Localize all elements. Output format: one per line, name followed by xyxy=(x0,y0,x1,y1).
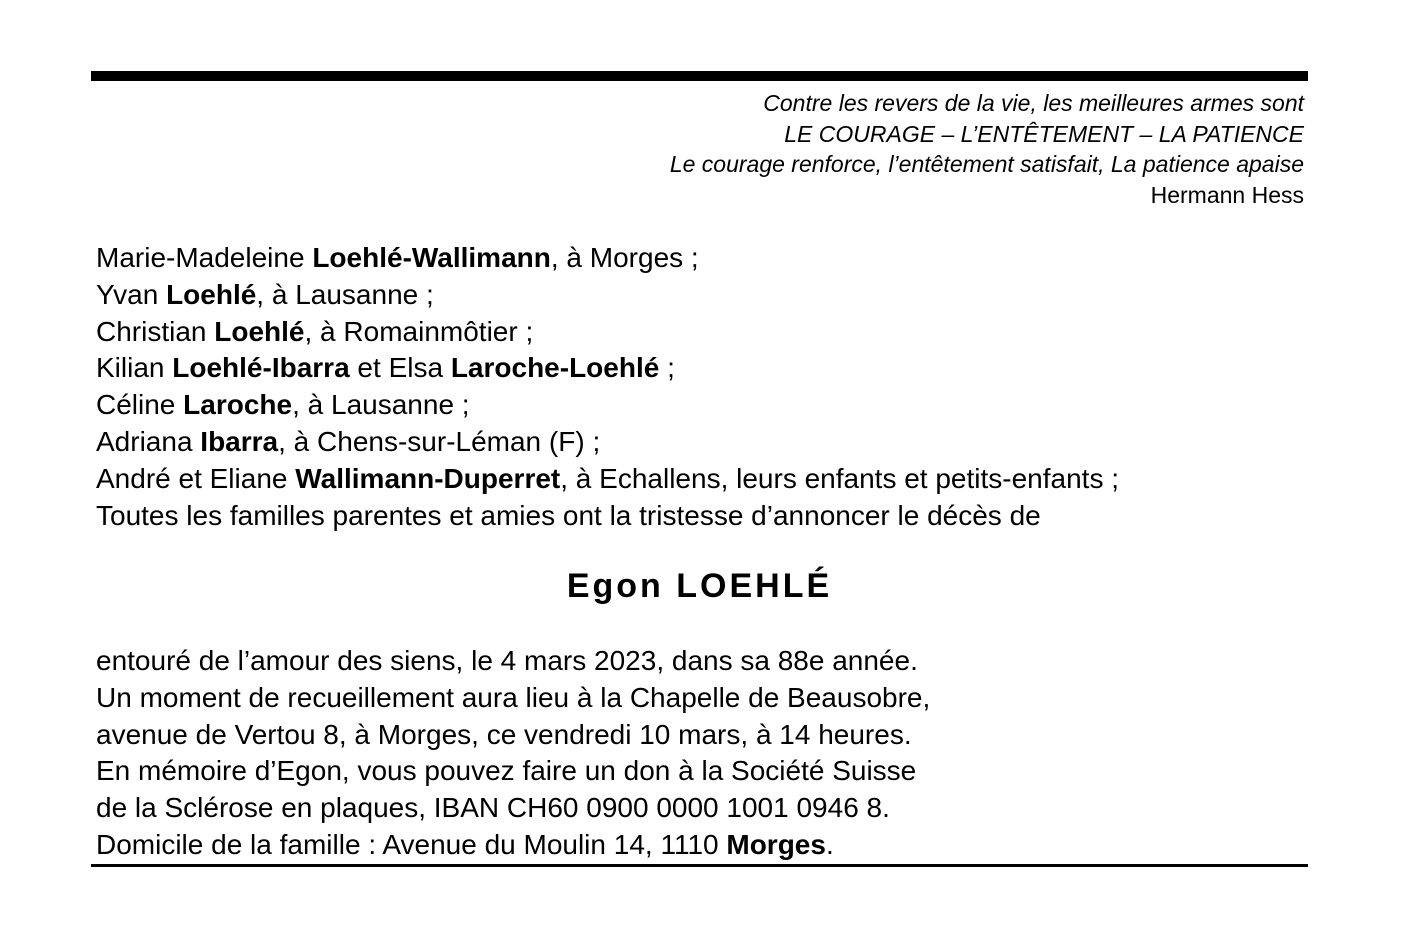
details-line-4: En mémoire d’Egon, vous pouvez faire un don à la Société Suisse xyxy=(96,755,917,787)
location: ; xyxy=(659,352,675,384)
given-name: Adriana xyxy=(96,425,201,457)
family-name: Loehlé-Wallimann xyxy=(312,242,551,273)
bottom-rule xyxy=(91,864,1308,867)
location: , à Romainmôtier ; xyxy=(304,315,534,347)
given-name: Céline xyxy=(96,389,184,421)
conjunction: et Elsa xyxy=(349,352,451,384)
top-rule xyxy=(91,71,1308,81)
family-line xyxy=(96,350,1306,387)
epigraph-quote xyxy=(300,88,1304,210)
family-list xyxy=(96,240,1306,534)
family-line xyxy=(96,461,1306,498)
location: , à Lausanne ; xyxy=(256,278,434,310)
deceased-name: Egon LOEHLÉ xyxy=(566,567,833,605)
details-line-3: avenue de Vertou 8, à Morges, ce vendredi 10 mars, à 14 heures. xyxy=(96,718,912,750)
details-line-2: Un moment de recueillement aura lieu à la Chapelle de Beausobre, xyxy=(96,681,931,713)
quote-line-2: LE COURAGE – L’ENTÊTEMENT – LA PATIENCE xyxy=(784,120,1304,147)
location: , à Chens-sur-Léman (F) ; xyxy=(278,425,601,457)
location: , à Echallens, leurs enfants et petits-enfants ; xyxy=(560,462,1120,494)
family-name: Loehlé xyxy=(166,278,257,310)
domicile-city: Morges xyxy=(726,828,826,860)
family-name: Ibarra xyxy=(200,425,279,457)
announcement-text: Toutes les familles parentes et amies ont la tristesse d’annoncer le décès de xyxy=(96,499,1041,531)
given-name: Yvan xyxy=(96,278,167,310)
given-name: Kilian xyxy=(96,352,173,384)
domicile-line xyxy=(96,827,1306,864)
quote-author: Hermann Hess xyxy=(1150,181,1304,208)
given-name: Christian xyxy=(96,315,215,347)
family-line xyxy=(96,277,1306,314)
domicile-period: . xyxy=(825,828,834,860)
family-name: Loehlé xyxy=(214,315,305,347)
details-line-5: de la Sclérose en plaques, IBAN CH60 0900 0000 1001 0946 8. xyxy=(96,792,890,824)
obituary-details xyxy=(96,643,1306,864)
family-line xyxy=(96,424,1306,461)
location: , à Morges ; xyxy=(550,242,699,273)
family-line xyxy=(96,314,1306,351)
family-name: Laroche-Loehlé xyxy=(450,352,660,384)
given-name: André et Eliane xyxy=(96,462,296,494)
location: , à Lausanne ; xyxy=(292,389,470,421)
quote-line-1: Contre les revers de la vie, les meilleures armes sont xyxy=(763,90,1304,116)
family-name: Laroche xyxy=(183,389,293,421)
family-name: Wallimann-Duperret xyxy=(295,462,561,494)
domicile-address: Domicile de la famille : Avenue du Moulin 14, 1110 xyxy=(96,828,727,860)
family-line xyxy=(96,240,1306,277)
given-name: Marie-Madeleine xyxy=(96,242,313,273)
details-line-1: entouré de l’amour des siens, le 4 mars 2023, dans sa 88e année. xyxy=(96,645,918,676)
family-name: Loehlé-Ibarra xyxy=(172,352,350,384)
quote-line-3: Le courage renforce, l’entêtement satisfait, La patience apaise xyxy=(669,151,1304,177)
family-line xyxy=(96,387,1306,424)
